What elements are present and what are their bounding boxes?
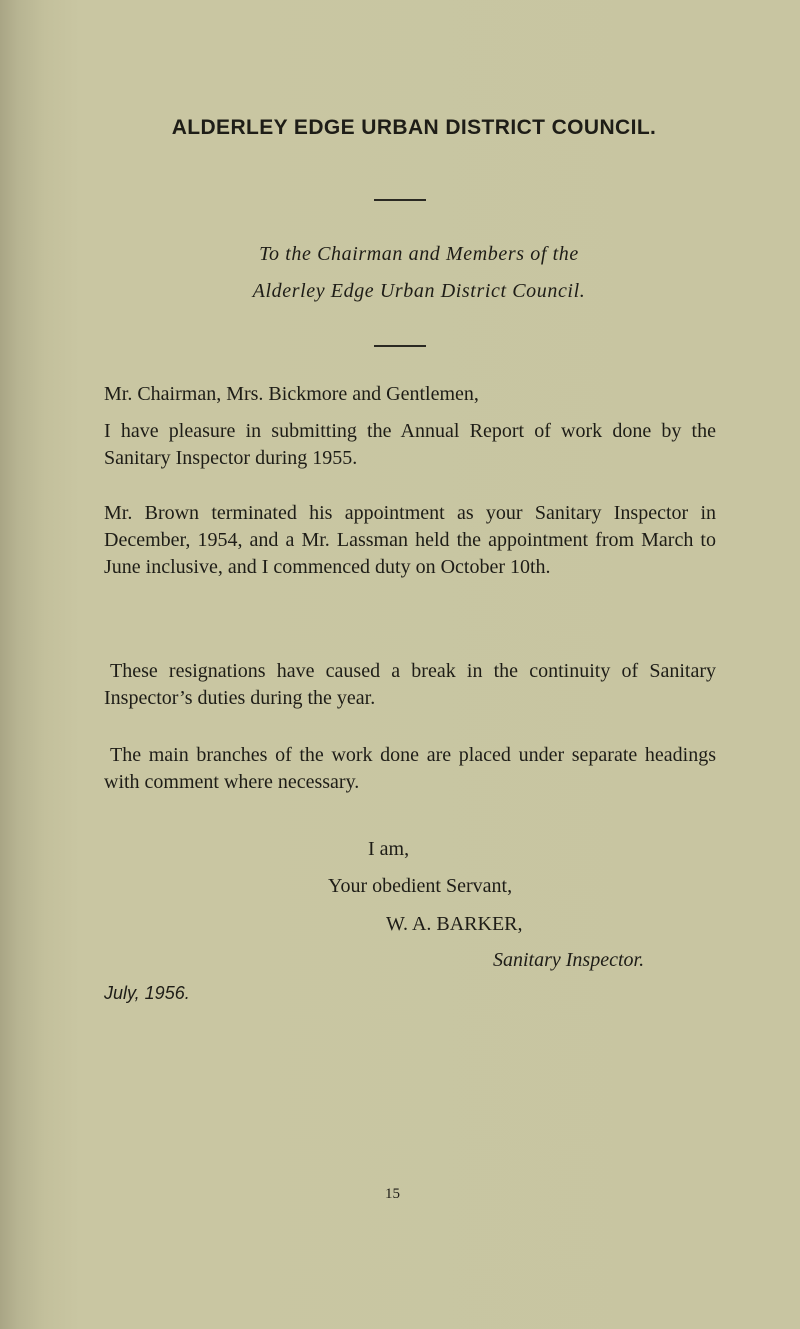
address-line-2: Alderley Edge Urban District Council. (252, 280, 586, 302)
salutation: Mr. Chairman, Mrs. Bickmore and Gentlemen, (104, 383, 479, 405)
signatory-title: Sanitary Inspector. (493, 949, 645, 971)
signatory-name: W. A. BARKER, (386, 913, 523, 935)
paragraph-3: These resignations have caused a break in the continuity of Sanitary Inspector’s duties during the year. (104, 660, 716, 709)
document-date: July, 1956. (104, 983, 190, 1003)
closing-line-1: I am, (368, 838, 410, 860)
heading-divider (374, 199, 426, 201)
address-divider (374, 345, 426, 347)
page-number: 15 (385, 1186, 400, 1202)
paragraph-1: I have pleasure in submitting the Annual Report of work done by the Sanitary Inspector during 1955. (104, 420, 716, 469)
closing-line-2: Your obedient Servant, (328, 875, 513, 897)
paragraph-2: Mr. Brown terminated his appointment as your Sanitary Inspector in December, 1954, and a Mr. Lassman held the appointment from March to June inclusive, and I commenced duty on October 10th. (104, 502, 716, 578)
paragraph-4: The main branches of the work done are placed under separate headings with comment where necessary. (104, 744, 716, 793)
address-line-1: To the Chairman and Members of the (259, 243, 579, 265)
document-heading: ALDERLEY EDGE URBAN DISTRICT COUNCIL. (171, 116, 657, 139)
